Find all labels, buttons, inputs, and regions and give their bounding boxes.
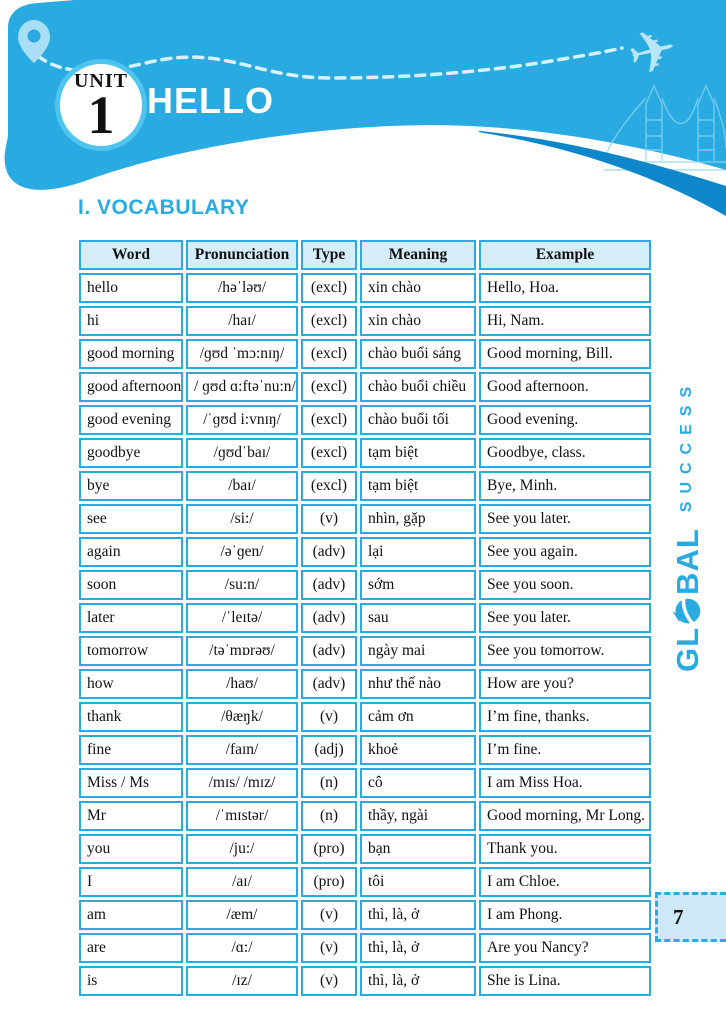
cell-meaning: xin chào <box>360 273 476 303</box>
cell-pronunciation: /aɪ/ <box>186 867 298 897</box>
cell-pronunciation: /haɪ/ <box>186 306 298 336</box>
cell-type: (excl) <box>301 438 357 468</box>
table-row <box>79 768 651 798</box>
cell-type: (pro) <box>301 834 357 864</box>
cell-meaning: sau <box>360 603 476 633</box>
cell-word: am <box>79 900 183 930</box>
cell-word: I <box>79 867 183 897</box>
cell-example: Are you Nancy? <box>479 933 651 963</box>
col-header-pronunciation: Pronunciation <box>186 240 298 270</box>
cell-pronunciation: /ɡʊd ˈmɔ:nɪŋ/ <box>186 339 298 369</box>
table-row <box>79 372 651 402</box>
table-row <box>79 405 651 435</box>
cell-pronunciation: /æm/ <box>186 900 298 930</box>
section-heading: I. VOCABULARY <box>78 196 250 219</box>
cell-word: thank <box>79 702 183 732</box>
table-header <box>79 240 651 270</box>
table-row <box>79 867 651 897</box>
cell-type: (adv) <box>301 537 357 567</box>
cell-type: (adv) <box>301 570 357 600</box>
cell-meaning: chào buổi sáng <box>360 339 476 369</box>
table-row <box>79 570 651 600</box>
table-row <box>79 339 651 369</box>
vocabulary-table <box>76 237 654 999</box>
cell-pronunciation: /baɪ/ <box>186 471 298 501</box>
table-row <box>79 933 651 963</box>
cell-example: Bye, Minh. <box>479 471 651 501</box>
cell-word: are <box>79 933 183 963</box>
globe-icon <box>672 596 702 626</box>
cell-example: She is Lina. <box>479 966 651 996</box>
cell-pronunciation: /ju:/ <box>186 834 298 864</box>
cell-word: bye <box>79 471 183 501</box>
cell-type: (excl) <box>301 339 357 369</box>
cell-type: (excl) <box>301 306 357 336</box>
cell-example: Good morning, Bill. <box>479 339 651 369</box>
cell-word: Miss / Ms <box>79 768 183 798</box>
brand-global-suffix: BAL <box>669 528 705 595</box>
cell-word: good morning <box>79 339 183 369</box>
cell-type: (adv) <box>301 669 357 699</box>
cell-type: (adv) <box>301 636 357 666</box>
cell-pronunciation: /ˈleɪtə/ <box>186 603 298 633</box>
cell-type: (n) <box>301 801 357 831</box>
brand-global-text <box>669 528 705 672</box>
page-number-tab <box>655 892 726 942</box>
cell-type: (v) <box>301 933 357 963</box>
cell-example: Good afternoon. <box>479 372 651 402</box>
table-row <box>79 306 651 336</box>
cell-example: See you soon. <box>479 570 651 600</box>
table-header-row <box>79 240 651 270</box>
cell-type: (v) <box>301 966 357 996</box>
table-row <box>79 735 651 765</box>
cell-example: Good evening. <box>479 405 651 435</box>
unit-label: UNIT <box>73 70 128 93</box>
table-row <box>79 900 651 930</box>
cell-type: (excl) <box>301 273 357 303</box>
cell-example: Goodbye, class. <box>479 438 651 468</box>
table-row <box>79 504 651 534</box>
cell-example: Thank you. <box>479 834 651 864</box>
page-number: 7 <box>673 904 684 929</box>
cell-example: See you later. <box>479 603 651 633</box>
cell-type: (adj) <box>301 735 357 765</box>
cell-pronunciation: /həˈləʊ/ <box>186 273 298 303</box>
cell-type: (n) <box>301 768 357 798</box>
cell-pronunciation: /haʊ/ <box>186 669 298 699</box>
cell-example: See you tomorrow. <box>479 636 651 666</box>
cell-word: tomorrow <box>79 636 183 666</box>
cell-meaning: tạm biệt <box>360 471 476 501</box>
vocab-table-body <box>79 273 651 996</box>
cell-word: fine <box>79 735 183 765</box>
cell-pronunciation: /ɪz/ <box>186 966 298 996</box>
table-row <box>79 966 651 996</box>
table-row <box>79 438 651 468</box>
unit-badge <box>55 59 147 151</box>
cell-example: How are you? <box>479 669 651 699</box>
cell-word: see <box>79 504 183 534</box>
cell-example: I am Miss Hoa. <box>479 768 651 798</box>
cell-pronunciation: /ɑ:/ <box>186 933 298 963</box>
cell-example: Hello, Hoa. <box>479 273 651 303</box>
col-header-example: Example <box>479 240 651 270</box>
cell-pronunciation: /su:n/ <box>186 570 298 600</box>
cell-type: (adv) <box>301 603 357 633</box>
cell-example: See you later. <box>479 504 651 534</box>
table-row <box>79 603 651 633</box>
cell-meaning: cảm ơn <box>360 702 476 732</box>
cell-word: later <box>79 603 183 633</box>
table-row <box>79 471 651 501</box>
cell-pronunciation: /mɪs/ /mɪz/ <box>186 768 298 798</box>
col-header-word: Word <box>79 240 183 270</box>
brand-global-prefix: GL <box>669 626 705 672</box>
cell-word: is <box>79 966 183 996</box>
cell-meaning: thì, là, ở <box>360 966 476 996</box>
cell-meaning: như thế nào <box>360 669 476 699</box>
cell-pronunciation: /əˈɡen/ <box>186 537 298 567</box>
table-row <box>79 702 651 732</box>
table-row <box>79 801 651 831</box>
cell-meaning: khoẻ <box>360 735 476 765</box>
col-header-type: Type <box>301 240 357 270</box>
cell-example: Hi, Nam. <box>479 306 651 336</box>
cell-meaning: nhìn, gặp <box>360 504 476 534</box>
table-row <box>79 537 651 567</box>
brand-global-success <box>667 332 707 672</box>
cell-meaning: sớm <box>360 570 476 600</box>
table-row <box>79 636 651 666</box>
cell-word: you <box>79 834 183 864</box>
cell-meaning: cô <box>360 768 476 798</box>
cell-type: (excl) <box>301 471 357 501</box>
cell-meaning: lại <box>360 537 476 567</box>
vocabulary-table-container <box>76 237 646 999</box>
unit-number: 1 <box>87 85 115 146</box>
cell-pronunciation: /ˈɡʊd i:vnɪŋ/ <box>186 405 298 435</box>
cell-meaning: tạm biệt <box>360 438 476 468</box>
cell-pronunciation: /si:/ <box>186 504 298 534</box>
cell-pronunciation: /θæŋk/ <box>186 702 298 732</box>
cell-pronunciation: /ɡʊdˈbaɪ/ <box>186 438 298 468</box>
unit-title: HELLO <box>147 80 274 121</box>
table-row <box>79 669 651 699</box>
cell-word: hi <box>79 306 183 336</box>
cell-type: (pro) <box>301 867 357 897</box>
cell-pronunciation: / ɡʊd ɑ:ftəˈnu:n/ <box>186 372 298 402</box>
cell-pronunciation: /faɪn/ <box>186 735 298 765</box>
cell-meaning: thì, là, ở <box>360 900 476 930</box>
cell-meaning: ngày mai <box>360 636 476 666</box>
cell-word: good evening <box>79 405 183 435</box>
cell-example: I’m fine, thanks. <box>479 702 651 732</box>
cell-meaning: bạn <box>360 834 476 864</box>
cell-type: (v) <box>301 504 357 534</box>
cell-example: I am Phong. <box>479 900 651 930</box>
cell-example: I’m fine. <box>479 735 651 765</box>
cell-meaning: chào buổi chiều <box>360 372 476 402</box>
table-row <box>79 273 651 303</box>
col-header-meaning: Meaning <box>360 240 476 270</box>
cell-meaning: xin chào <box>360 306 476 336</box>
cell-word: again <box>79 537 183 567</box>
cell-word: hello <box>79 273 183 303</box>
cell-word: how <box>79 669 183 699</box>
cell-meaning: tôi <box>360 867 476 897</box>
cell-meaning: thì, là, ở <box>360 933 476 963</box>
cell-meaning: thầy, ngài <box>360 801 476 831</box>
cell-type: (v) <box>301 900 357 930</box>
cell-word: goodbye <box>79 438 183 468</box>
cell-meaning: chào buổi tối <box>360 405 476 435</box>
cell-example: I am Chloe. <box>479 867 651 897</box>
table-row <box>79 834 651 864</box>
cell-word: soon <box>79 570 183 600</box>
cell-example: Good morning, Mr Long. <box>479 801 651 831</box>
brand-success-text: SUCCESS <box>678 378 695 513</box>
cell-type: (v) <box>301 702 357 732</box>
cell-type: (excl) <box>301 372 357 402</box>
cell-word: Mr <box>79 801 183 831</box>
cell-type: (excl) <box>301 405 357 435</box>
cell-word: good afternoon <box>79 372 183 402</box>
cell-pronunciation: /təˈmɒrəʊ/ <box>186 636 298 666</box>
cell-example: See you again. <box>479 537 651 567</box>
airplane-icon: ✈ <box>620 12 685 91</box>
cell-pronunciation: /ˈmɪstər/ <box>186 801 298 831</box>
